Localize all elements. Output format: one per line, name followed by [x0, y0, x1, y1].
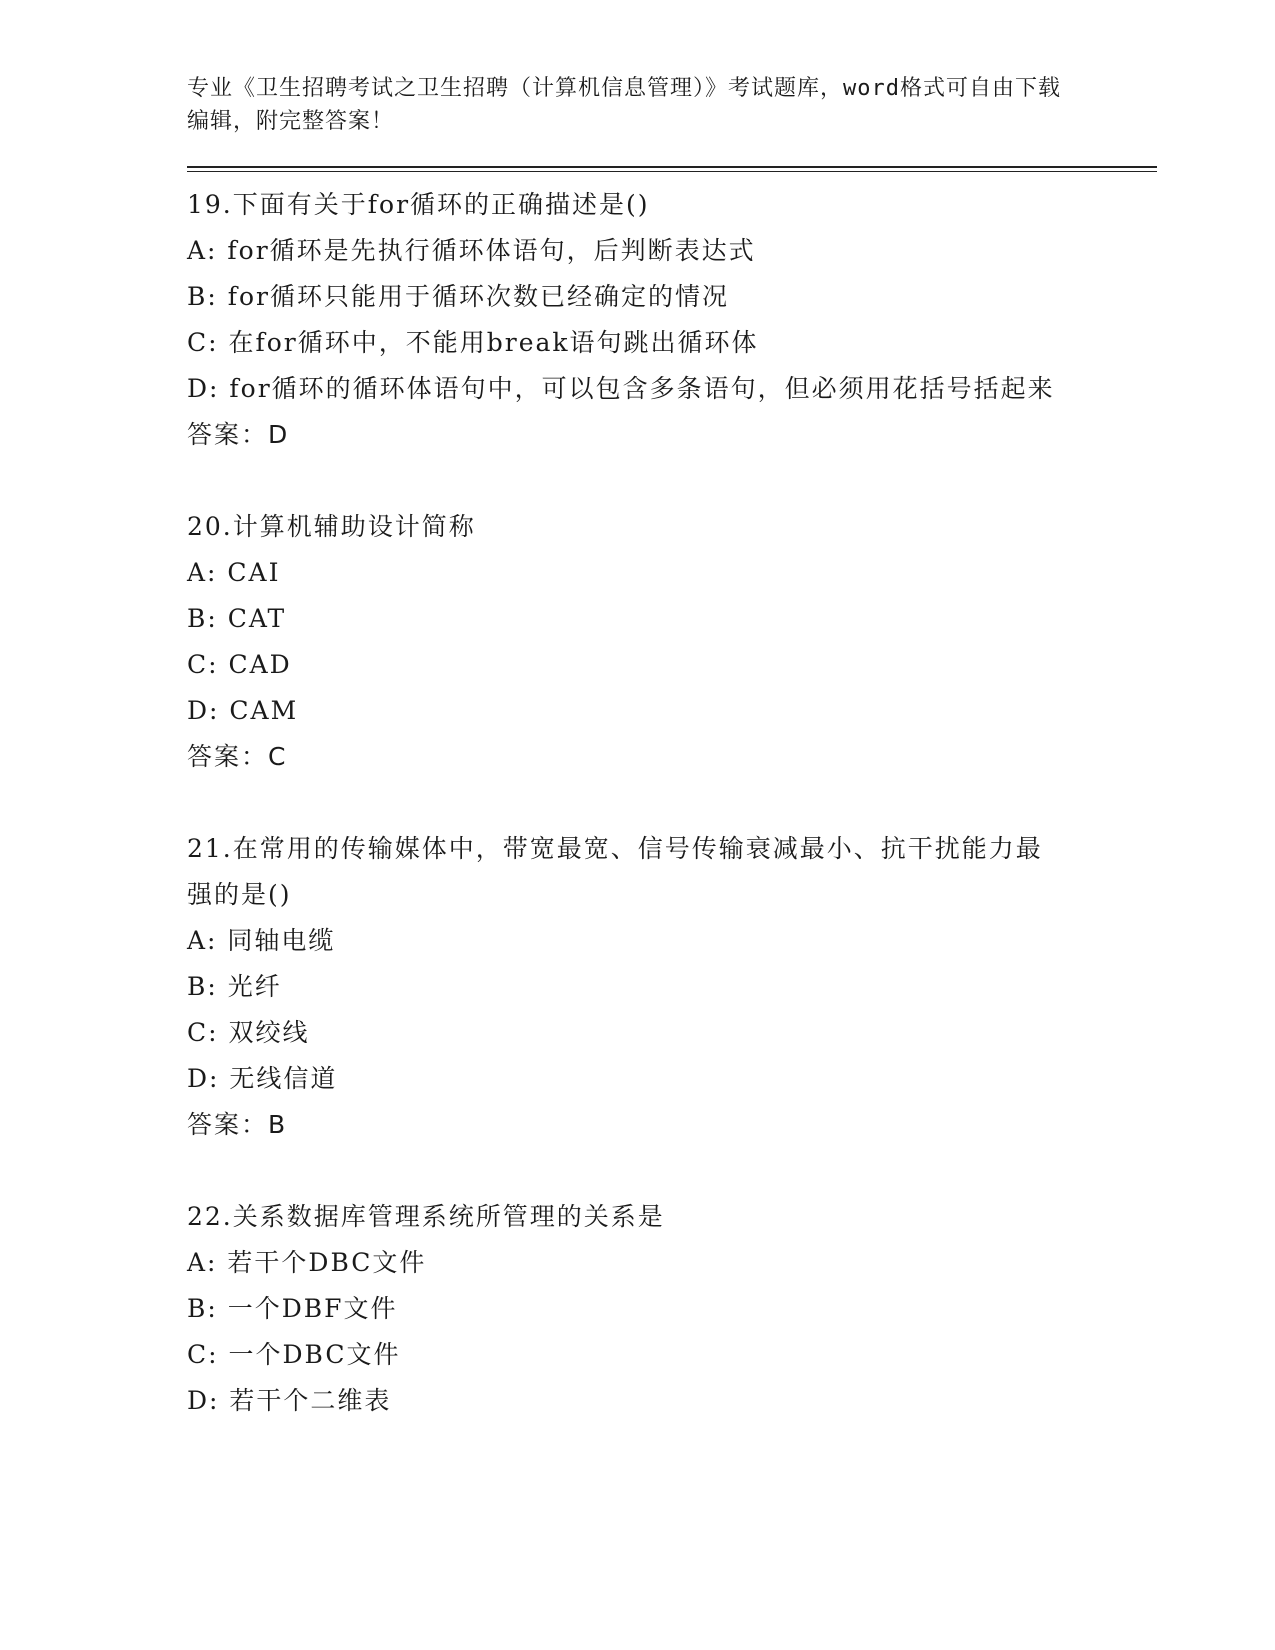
option-c: C: 在for循环中，不能用break语句跳出循环体: [187, 328, 759, 357]
question-20: [187, 504, 1157, 780]
option-c: C: 双绞线: [187, 1018, 310, 1047]
document-intro: 专业《卫生招聘考试之卫生招聘（计算机信息管理）》考试题库，word格式可自由下载编辑，附完整答案！: [187, 76, 1061, 134]
option-d: D: 无线信道: [187, 1064, 338, 1093]
header-divider: [187, 166, 1157, 172]
answer-line: 答案：C: [187, 742, 288, 771]
option-c: C: CAD: [187, 650, 292, 679]
option-a: A: for循环是先执行循环体语句，后判断表达式: [187, 236, 756, 265]
question-21: [187, 826, 1157, 1148]
option-d: D: for循环的循环体语句中，可以包含多条语句，但必须用花括号括起来: [187, 374, 1055, 403]
answer-line: 答案：D: [187, 420, 290, 449]
option-a: A: 若干个DBC文件: [187, 1248, 427, 1277]
document-page: [187, 72, 1157, 1470]
question-19: [187, 182, 1157, 458]
option-a: A: 同轴电缆: [187, 926, 336, 955]
option-d: D: CAM: [187, 696, 299, 725]
question-stem: 19.下面有关于for循环的正确描述是(): [187, 190, 650, 219]
option-d: D: 若干个二维表: [187, 1386, 392, 1415]
option-a: A: CAI: [187, 558, 281, 587]
question-22: [187, 1194, 1157, 1424]
question-stem: 21.在常用的传输媒体中，带宽最宽、信号传输衰减最小、抗干扰能力最强的是(): [187, 834, 1043, 909]
answer-line: 答案：B: [187, 1110, 288, 1139]
question-stem: 22.关系数据库管理系统所管理的关系是: [187, 1202, 665, 1231]
option-b: B: CAT: [187, 604, 287, 633]
question-list: [187, 182, 1157, 1424]
option-c: C: 一个DBC文件: [187, 1340, 401, 1369]
question-stem: 20.计算机辅助设计简称: [187, 512, 476, 541]
option-b: B: 光纤: [187, 972, 282, 1001]
option-b: B: 一个DBF文件: [187, 1294, 398, 1323]
option-b: B: for循环只能用于循环次数已经确定的情况: [187, 282, 729, 311]
